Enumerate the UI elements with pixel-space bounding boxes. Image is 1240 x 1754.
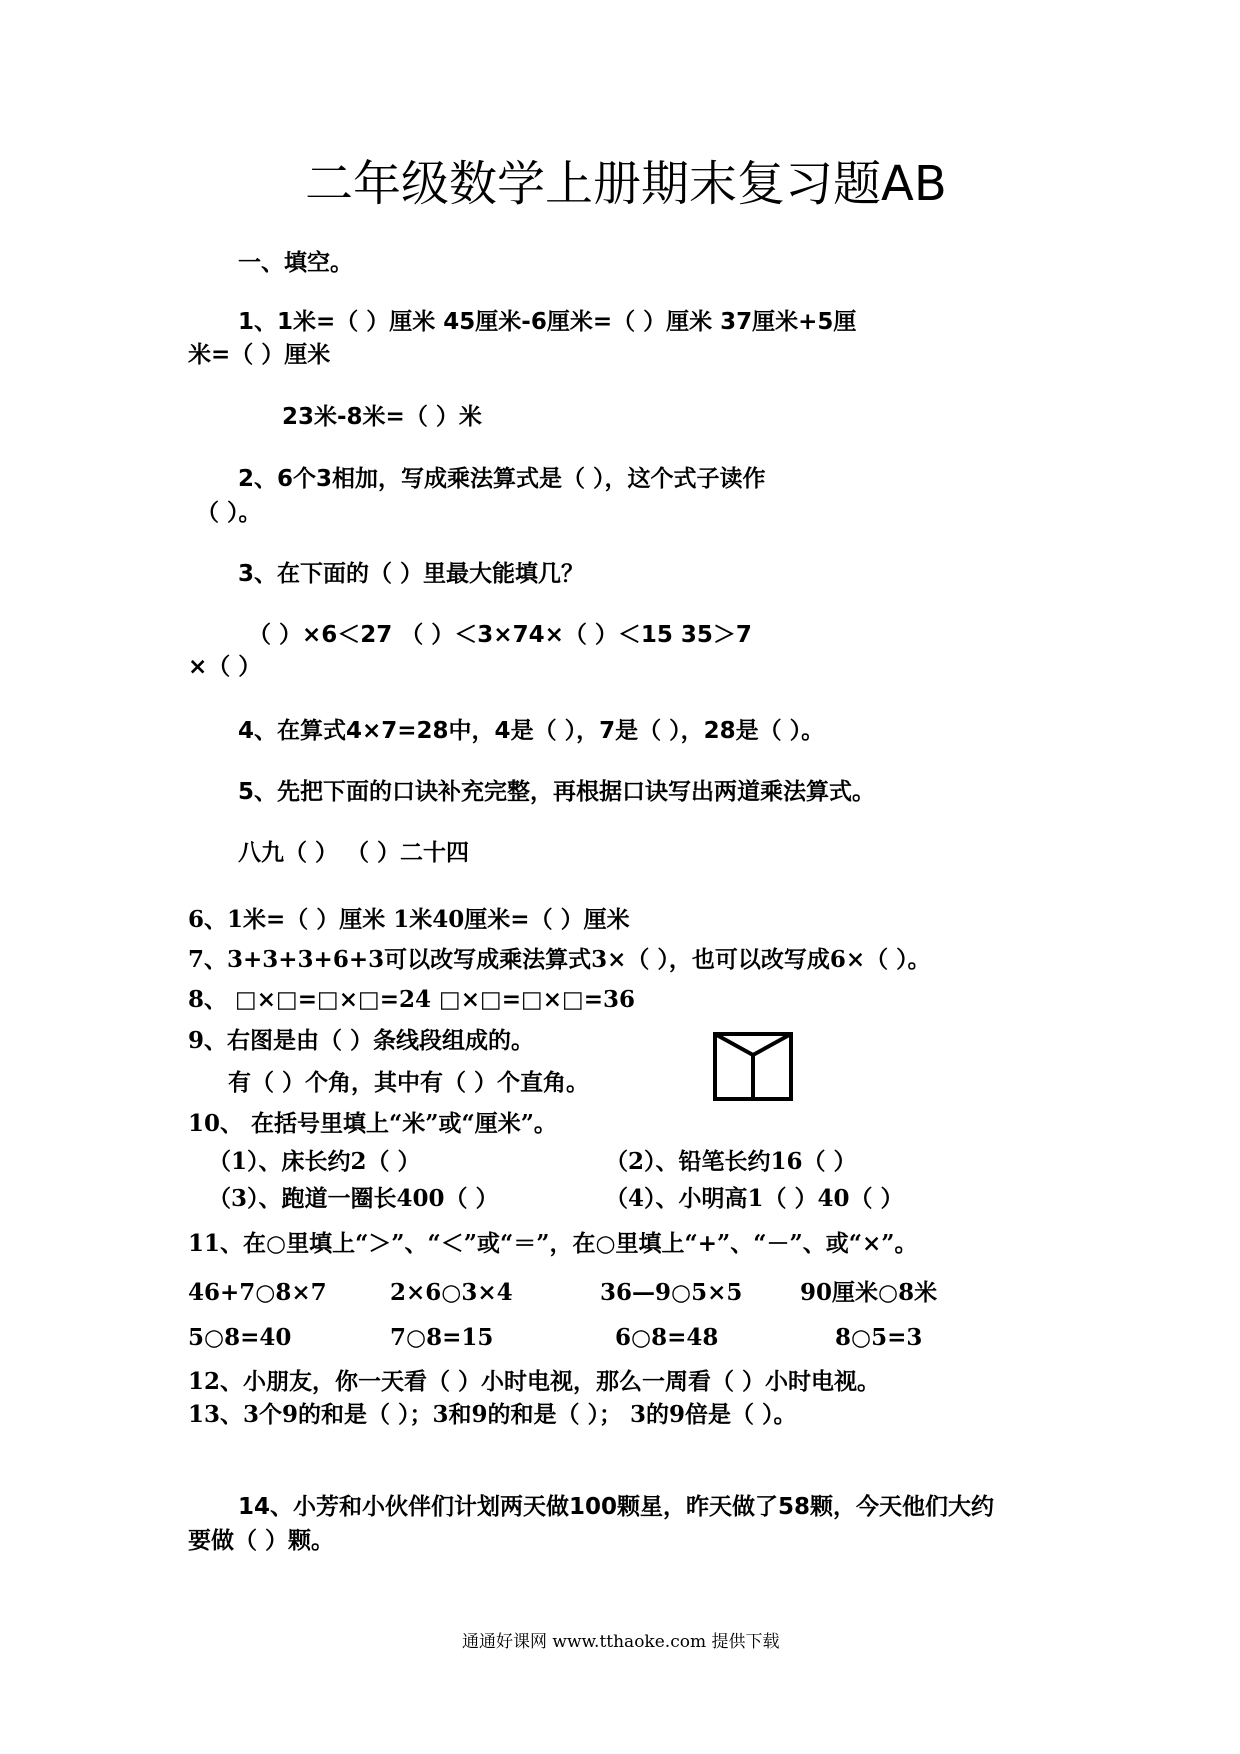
question-4: 4、在算式4×7=28中，4是（ ），7是（ ），28是（ ）。: [238, 718, 825, 744]
footer-text: 通通好课网 www.tthaoke.com 提供下载: [462, 1632, 780, 1652]
question-9-line-2: 有（ ）个角，其中有（ ）个直角。: [228, 1069, 590, 1096]
question-11-expr: 8○5=3: [835, 1324, 923, 1351]
question-13: 13、3个9的和是（ ）；3和9的和是（ ）； 3的9倍是（ ）。: [188, 1401, 797, 1428]
question-14-line-2: 要做（ ）颗。: [188, 1528, 335, 1554]
question-11-expr: 6○8=48: [615, 1324, 719, 1351]
question-10-item-1: （1）、床长约2（ ）: [208, 1148, 421, 1175]
question-1-line-2: 米=（ ）厘米: [188, 342, 331, 368]
question-10-item-3: （3）、跑道一圈长400（ ）: [208, 1185, 499, 1212]
section-heading: 一、填空。: [238, 250, 353, 276]
question-10-line-1: 10、 在括号里填上“米”或“厘米”。: [188, 1110, 557, 1137]
question-2-line-2: （ ）。: [196, 500, 262, 526]
question-6: 6、1米=（ ）厘米 1米40厘米=（ ）厘米: [188, 906, 630, 933]
page-title: 二年级数学上册期末复习题AB: [305, 156, 947, 212]
question-12: 12、小朋友，你一天看（ ）小时电视，那么一周看（ ）小时电视。: [188, 1368, 881, 1395]
question-11-expr: 2×6○3×4: [390, 1279, 513, 1306]
question-10-item-4: （4）、小明高1（ ）40（ ）: [605, 1185, 904, 1212]
question-11-expr: 36—9○5×5: [600, 1279, 743, 1306]
question-11-line-1: 11、在○里填上“＞”、“＜”或“＝”，在○里填上“+”、“－”、或“×”。: [188, 1230, 918, 1257]
question-5-line-2: 八九（ ） （ ）二十四: [238, 840, 470, 866]
question-5-line-1: 5、先把下面的口诀补充完整，再根据口诀写出两道乘法算式。: [238, 779, 876, 805]
question-1-line-3: 23米-8米=（ ）米: [282, 404, 482, 430]
question-10-item-2: （2）、铅笔长约16（ ）: [605, 1148, 857, 1175]
question-3-line-1: 3、在下面的（ ）里最大能填几？: [238, 561, 585, 587]
question-9-line-1: 9、右图是由（ ）条线段组成的。: [188, 1027, 535, 1054]
question-8: 8、 □×□=□×□=24 □×□=□×□=36: [188, 986, 636, 1013]
question-11-expr: 90厘米○8米: [800, 1279, 938, 1306]
question-1-line-1: 1、1米=（ ）厘米 45厘米-6厘米=（ ）厘米 37厘米+5厘: [238, 309, 857, 335]
question-11-expr: 5○8=40: [188, 1324, 292, 1351]
question-7: 7、3+3+3+6+3可以改写成乘法算式3×（ ），也可以改写成6×（ ）。: [188, 946, 931, 973]
question-11-expr: 46+7○8×7: [188, 1279, 327, 1306]
question-3-line-2: （ ）×6＜27 （ ）＜3×74×（ ）＜15 35＞7: [248, 622, 752, 648]
question-3-line-3: ×（ ）: [188, 654, 262, 680]
question-14-line-1: 14、小芳和小伙伴们计划两天做100颗星，昨天做了58颗，今天他们大约: [238, 1494, 995, 1520]
question-11-expr: 7○8=15: [390, 1324, 494, 1351]
line-segment-figure: [712, 1031, 796, 1103]
question-2-line-1: 2、6个3相加，写成乘法算式是（ ），这个式子读作: [238, 466, 766, 492]
